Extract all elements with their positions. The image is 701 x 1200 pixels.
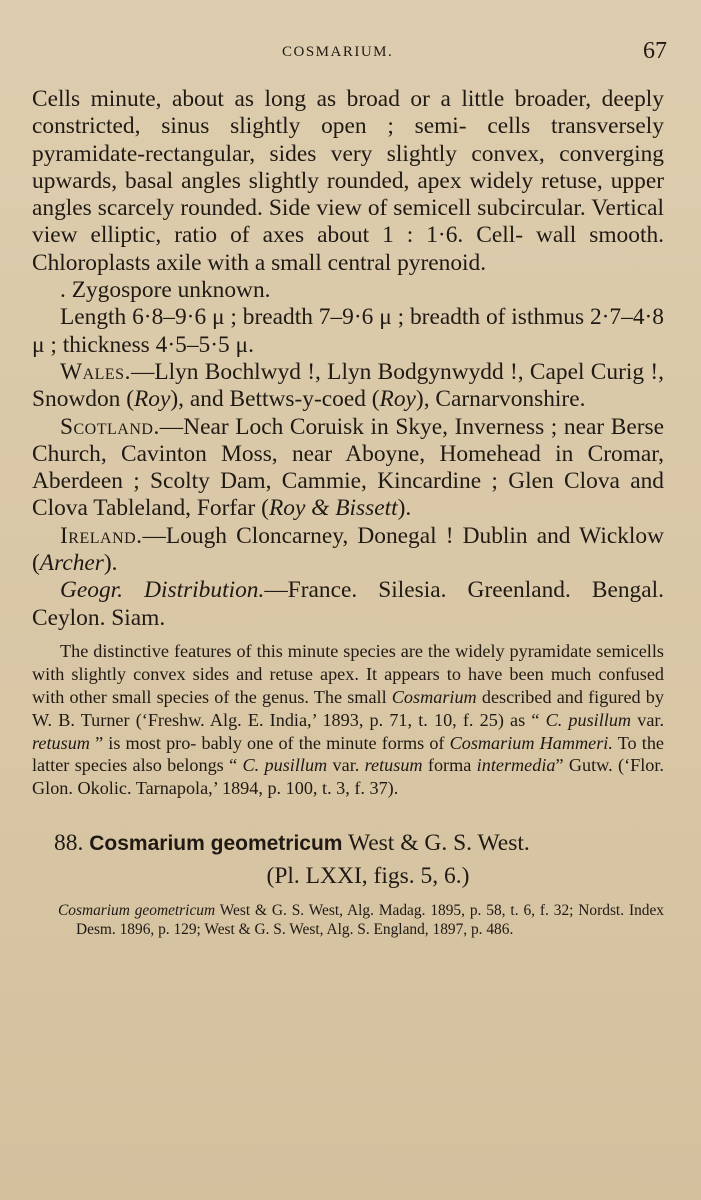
zygospore-paragraph: . Zygospore unknown. (60, 277, 271, 304)
ireland-text-b: ). (103, 550, 118, 577)
note-italic: Cosmarium (391, 686, 477, 707)
ireland-paragraph (32, 523, 664, 578)
note-text: The distinctive features of this minute species are the widely pyramidate semicells with slightly convex sides and retuse apex. It appears to have been much confused with other small species of the genus. The small (32, 640, 664, 707)
species-authority: West & G. S. West. (347, 830, 530, 857)
plate-reference: (Pl. LXXI, figs. 5, 6.) (266, 863, 470, 890)
running-head: COSMARIUM. (282, 44, 394, 60)
note-italic: retusum (32, 732, 90, 753)
synonym-text: West & G. S. West, Alg. Madag. 1895, p. 58, t. 6, f. 32; Nordst. Index Desm. 1896, p. 129; West & G. S. West, Alg. S. England, 1897, p. 486. (76, 902, 664, 939)
measurements-paragraph: Length 6·8–9·6 μ ; breadth 7–9·6 μ ; breadth of isthmus 2·7–4·8 μ ; thickness 4·5–5·5 μ. (32, 304, 664, 358)
distribution-label: Geogr. Distribution. (60, 577, 265, 604)
note-text: ” is most pro- bably one of the minute forms of (89, 732, 450, 753)
note-text: To the latter species also belongs “ (32, 732, 664, 776)
synonymy-paragraph (32, 901, 664, 939)
note-paragraph (32, 640, 664, 800)
note-text: var. (631, 709, 664, 730)
note-text: described and figured by W. B. Turner (‘Freshw. Alg. E. India,’ 1893, p. 71, t. 10, f. 25) as “ (32, 686, 664, 730)
scotland-label: Scotland. (60, 413, 160, 440)
scotland-text-b: ). (397, 495, 412, 522)
wales-text-b: ), and Bettws-y-coed ( (170, 386, 380, 413)
note-italic: retusum (364, 755, 423, 776)
wales-paragraph (32, 359, 664, 414)
entry-number: 88. (54, 830, 84, 857)
ireland-text-a: —Lough Cloncarney, Donegal ! Dublin and Wicklow ( (32, 522, 664, 577)
note-italic: C. pusillum (545, 709, 632, 730)
ireland-archer: Archer (39, 550, 104, 577)
note-text: ” Gutw. (‘Flor. Glon. Okolic. Tarnapola,’ 1894, p. 100, t. 3, f. 37). (32, 755, 664, 799)
note-text: forma (422, 755, 477, 776)
scotland-authors: Roy & Bissett (268, 495, 398, 522)
note-italic: C. pusillum (242, 755, 328, 776)
wales-text-c: ), Carnarvonshire. (415, 386, 586, 413)
page-header (0, 38, 701, 68)
distribution-paragraph (32, 577, 664, 632)
wales-label: Wales. (60, 358, 131, 385)
species-name: Cosmarium geometricum (89, 832, 343, 856)
note-italic: Cosmarium Hammeri. (449, 732, 613, 753)
ireland-label: Ireland. (60, 522, 143, 549)
wales-roy-2: Roy (379, 386, 416, 413)
scotland-text-a: —Near Loch Coruisk in Skye, Inverness ; near Berse Church, Cavinton Moss, near Aboyne, Homehead in Cromar, Aberdeen ; Scolty Dam, Cammie, Kincardine ; Glen Clova and Clova Tableland, Forfar ( (32, 413, 664, 522)
page-body (32, 86, 664, 955)
note-italic: intermedia (476, 755, 556, 776)
wales-text-a: —Llyn Bochlwyd !, Llyn Bodgynwydd !, Capel Curig !, Snowdon ( (32, 358, 664, 413)
synonym-name: Cosmarium geometricum (58, 902, 216, 920)
note-text: var. (327, 755, 365, 776)
distribution-text: —France. Silesia. Greenland. Bengal. Ceylon. Siam. (32, 577, 664, 631)
scotland-paragraph (32, 414, 664, 523)
description-paragraph: Cells minute, about as long as broad or a little broader, deeply constricted, sinus slightly open ; semi- cells transversely pyramidate-rectangular, sides very slightly convex, converging upwards, basal angles slightly rounded, apex widely retuse, upper angles scarcely rounded. Side view of semicell subcircular. Vertical view elliptic, ratio of axes about 1 : 1·6. Cell- wall smooth. Chloroplasts axile with a small central pyrenoid. (32, 86, 664, 276)
species-entry-title (32, 828, 664, 859)
page-number: 67 (643, 38, 667, 64)
wales-roy-1: Roy (134, 386, 171, 413)
